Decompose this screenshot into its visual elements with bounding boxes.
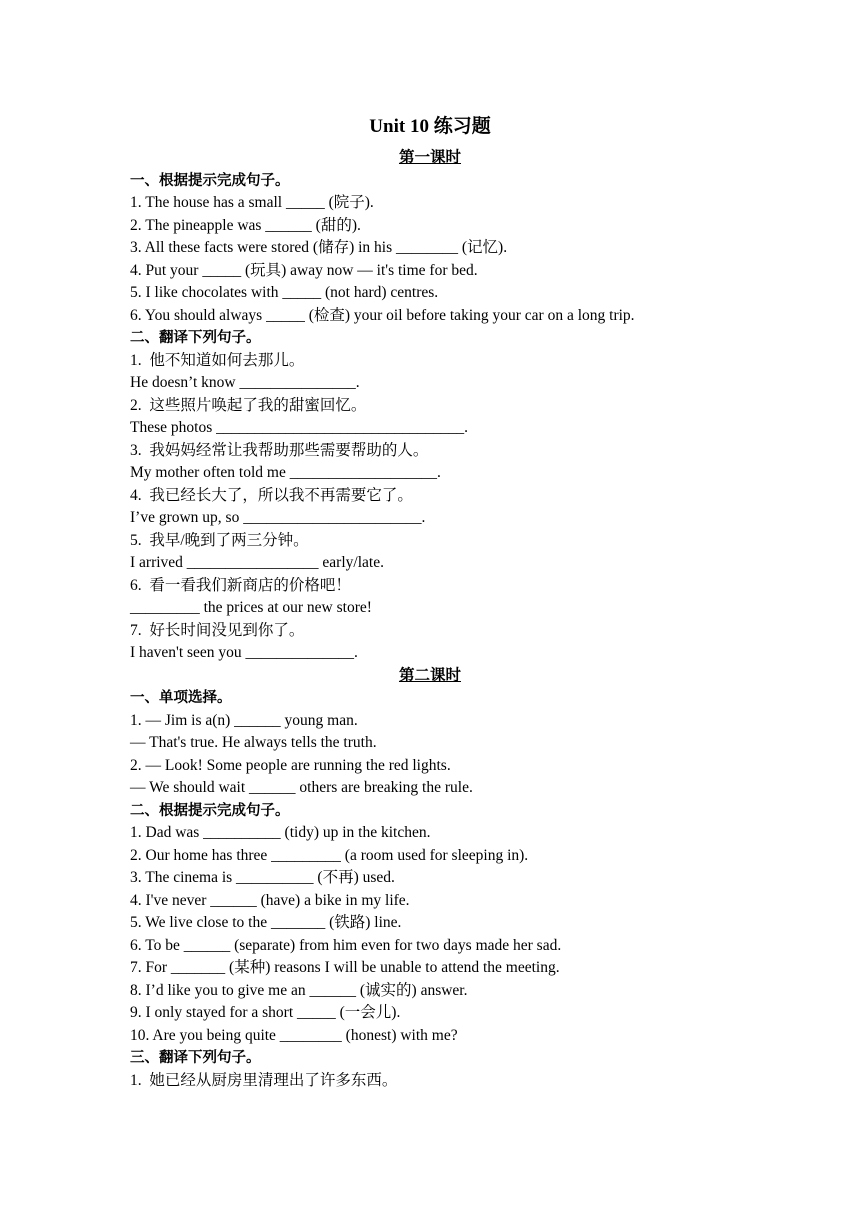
exercise-line: 1. — Jim is a(n) ______ young man. — [130, 711, 358, 729]
exercise-line: 6. You should always _____ (检查) your oil before taking your car on a long trip. — [130, 306, 635, 324]
exercise-line: 1. 他不知道如何去那儿。 — [130, 351, 305, 369]
exercise-line: I arrived _________________ early/late. — [130, 554, 384, 571]
exercise-line: _________ the prices at our new store! — [130, 599, 372, 616]
exercise-line: 7. For _______ (某种) reasons I will be unable to attend the meeting. — [130, 959, 560, 976]
exercise-line: 2. 这些照片唤起了我的甜蜜回忆。 — [130, 396, 367, 414]
exercise-line: 3. All these facts were stored (储存) in his ________ (记忆). — [130, 239, 508, 256]
exercise-line: 3. The cinema is __________ (不再) used. — [130, 869, 395, 886]
section-heading: 一、单项选择。 — [130, 690, 232, 706]
lesson-heading-2: 第二课时 — [398, 666, 461, 684]
lesson-heading-1: 第一课时 — [398, 149, 461, 166]
exercise-line: 7. 好长时间没见到你了。 — [130, 621, 305, 639]
exercise-line: These photos ________________________________. — [130, 419, 468, 436]
exercise-line: I haven't seen you ______________. — [130, 644, 358, 661]
exercise-line: 3. 我妈妈经常让我帮助那些需要帮助的人。 — [130, 441, 429, 459]
exercise-line: 4. 我已经长大了，所以我不再需要它了。 — [130, 486, 413, 504]
section-heading: 二、翻译下列句子。 — [130, 330, 261, 346]
section-heading: 二、根据提示完成句子。 — [130, 802, 290, 819]
exercise-line: — That's true. He always tells the truth. — [130, 734, 377, 751]
exercise-line: 4. I've never ______ (have) a bike in my life. — [130, 891, 410, 909]
exercise-line: 2. Our home has three _________ (a room used for sleeping in). — [130, 846, 529, 864]
exercise-line: He doesn’t know _______________. — [130, 374, 360, 391]
exercise-line: 5. 我早/晚到了两三分钟。 — [130, 531, 309, 549]
exercise-line: 10. Are you being quite ________ (honest) with me? — [130, 1026, 458, 1044]
worksheet-title: Unit 10 练习题 — [369, 116, 491, 137]
exercise-line: 5. We live close to the _______ (铁路) line. — [130, 914, 402, 931]
section-heading: 三、翻译下列句子。 — [130, 1050, 261, 1066]
exercise-line: 1. Dad was __________ (tidy) up in the kitchen. — [130, 824, 431, 841]
exercise-line: 4. Put your _____ (玩具) away now — it's time for bed. — [130, 261, 478, 279]
exercise-line: My mother often told me ___________________. — [130, 464, 441, 481]
exercise-line: 1. 她已经从厨房里清理出了许多东西。 — [130, 1071, 398, 1089]
exercise-line: 9. I only stayed for a short _____ (一会儿). — [130, 1004, 401, 1021]
exercise-line: 6. 看一看我们新商店的价格吧！ — [130, 576, 351, 594]
exercise-line: 5. I like chocolates with _____ (not hard) centres. — [130, 284, 439, 301]
section-heading: 一、根据提示完成句子。 — [130, 172, 290, 189]
worksheet-page — [130, 114, 730, 1092]
exercise-line: 2. The pineapple was ______ (甜的). — [130, 216, 361, 234]
exercise-line: 6. To be ______ (separate) from him even for two days made her sad. — [130, 936, 562, 954]
exercise-line: — We should wait ______ others are breaking the rule. — [130, 779, 473, 796]
exercise-line: I’ve grown up, so _______________________. — [130, 509, 426, 526]
exercise-line: 2. — Look! Some people are running the red lights. — [130, 756, 451, 774]
exercise-line: 1. The house has a small _____ (院子). — [130, 194, 374, 211]
exercise-line: 8. I’d like you to give me an ______ (诚实的) answer. — [130, 981, 468, 999]
